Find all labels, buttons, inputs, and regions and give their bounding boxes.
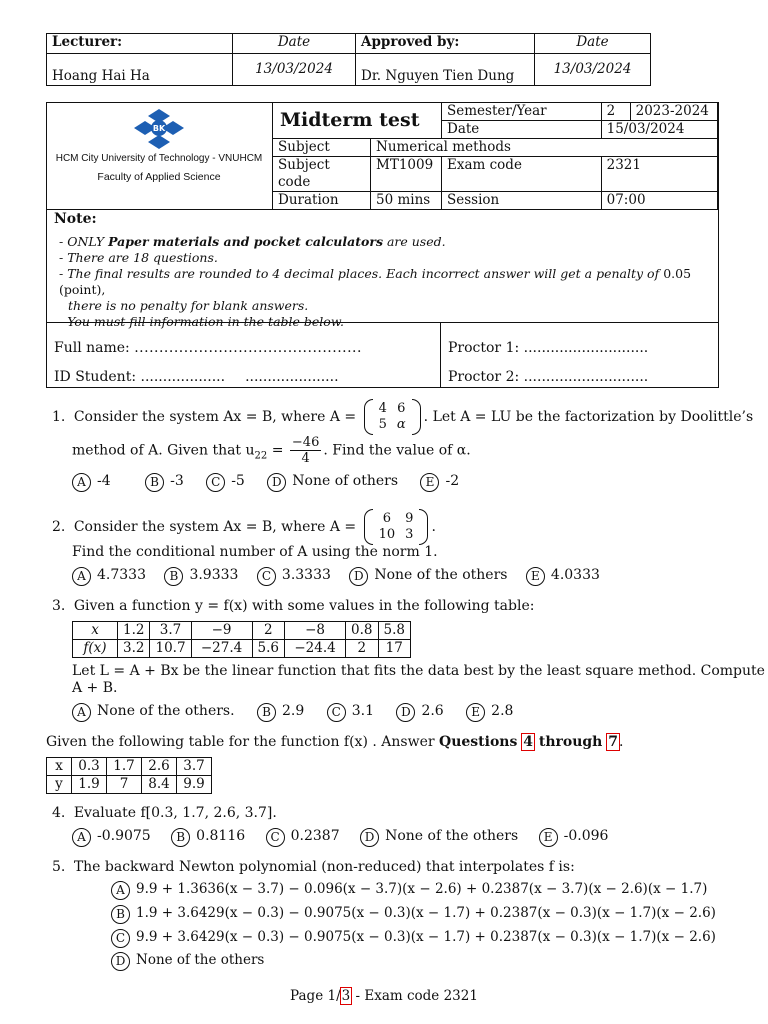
answer-option[interactable]: E -2 <box>420 473 459 492</box>
table-row: f(x) 3.2 10.7 −27.4 5.6 −24.4 2 17 <box>73 640 411 658</box>
q2-options <box>72 567 630 586</box>
question-2: 2. Consider the system Ax = B, where A = 6 9 10 3 . <box>52 511 436 542</box>
date-label-1: Date <box>233 34 356 54</box>
q3-options <box>72 703 543 722</box>
faculty-name: Faculty of Applied Science <box>97 171 221 183</box>
answer-option[interactable]: A 4.7333 <box>72 567 146 586</box>
table-row: x 1.2 3.7 −9 2 −8 0.8 5.8 <box>73 622 411 640</box>
question-ref-link[interactable]: 4 <box>523 734 533 750</box>
university-logo <box>134 107 184 153</box>
subject-code-label: Subject code <box>273 157 371 192</box>
answer-option[interactable]: C 9.9 + 3.6429(x − 0.3) − 0.9075(x − 0.3)(x − 1.7) + 0.2387(x − 0.3)(x − 1.7)(x − 2.6) <box>111 929 716 948</box>
note-item: - The final results are rounded to 4 decimal places. Each incorrect answer will get a penalty of 0.05 (point), <box>59 266 692 297</box>
lecturer-label: Lecturer: <box>47 34 233 54</box>
question-1-line2: method of A. Given that $u_{22}$ = $\frac{-46}{4}$ . Find the value of α. <box>72 435 471 466</box>
date-label: Date <box>442 121 602 139</box>
subject-code-value: MT1009 <box>371 157 442 192</box>
exam-code-label: Exam code <box>442 157 602 192</box>
question-3-line3: A + B. <box>72 680 118 696</box>
semester-label: Semester/Year <box>442 103 602 121</box>
answer-option[interactable]: E -0.096 <box>539 828 609 847</box>
date-value-1: 13/03/2024 <box>233 54 356 86</box>
given-data-table <box>46 757 212 794</box>
table-row: y 1.9 7 8.4 9.9 <box>47 776 212 794</box>
year-value: 2023-2024 <box>630 103 717 121</box>
question-3: 3. Given a function y = f(x) with some values in the following table: <box>52 598 535 614</box>
answer-option[interactable]: D 2.6 <box>396 703 443 722</box>
fullname-field[interactable]: Full name: .............................................. <box>54 340 362 356</box>
logo-text: BK <box>152 124 166 133</box>
proctor2-field[interactable]: Proctor 2: ............................ <box>448 369 649 385</box>
note-title: Note: <box>54 211 97 227</box>
fraction: $\frac{-46}{4}$ <box>291 435 320 466</box>
logo-area <box>47 103 271 207</box>
answer-option[interactable]: A -0.9075 <box>72 828 151 847</box>
date-value-2: 13/03/2024 <box>535 54 651 86</box>
page-total-link[interactable]: 3 <box>341 988 351 1004</box>
question-ref-link[interactable]: 7 <box>608 734 618 750</box>
question-2-line2: Find the conditional number of A using the norm 1. <box>72 544 438 560</box>
answer-option[interactable]: D None of others <box>267 473 398 492</box>
answer-option[interactable]: B 1.9 + 3.6429(x − 0.3) − 0.9075(x − 0.3)(x − 1.7) + 0.2387(x − 0.3)(x − 1.7)(x − 2.6) <box>111 905 716 924</box>
university-name: HCM City University of Technology - VNUHCM <box>55 153 263 164</box>
session-label: Session <box>442 192 602 210</box>
q1-options <box>72 473 489 492</box>
question-1: 1. Consider the system Ax = B, where A = 4 6 5 α . Let A = LU be the factorization by Doolittle’s <box>52 401 754 432</box>
q3-data-table <box>72 621 411 658</box>
answer-option[interactable]: A 9.9 + 1.3636(x − 3.7) − 0.096(x − 3.7)(x − 2.6) + 0.2387(x − 3.7)(x − 2.6)(x − 1.7) <box>111 881 707 900</box>
proctor1-field[interactable]: Proctor 1: ............................ <box>448 340 649 356</box>
answer-option[interactable]: A -4 <box>72 473 111 492</box>
duration-value: 50 mins <box>371 192 442 210</box>
page-footer: Page 1/3 - Exam code 2321 <box>290 988 478 1004</box>
answer-option[interactable]: D None of the others <box>349 567 507 586</box>
answer-option[interactable]: A None of the others. <box>72 703 235 722</box>
note-item: - ONLY Paper materials and pocket calculators are used. <box>59 234 446 249</box>
student-info-box <box>46 322 719 388</box>
note-box <box>46 208 719 329</box>
exam-info-table <box>272 102 718 210</box>
date-label-2: Date <box>535 34 651 54</box>
answer-option[interactable]: C 3.3333 <box>257 567 331 586</box>
question-3-line2: Let L = A + Bx be the linear function that fits the data best by the least square method. Compute <box>72 663 765 679</box>
answer-option[interactable]: E 4.0333 <box>526 567 600 586</box>
date-value: 15/03/2024 <box>601 121 717 139</box>
note-item: - You must fill information in the table below. <box>59 314 345 329</box>
answer-option[interactable]: C -5 <box>206 473 245 492</box>
answer-option[interactable]: B -3 <box>145 473 184 492</box>
answer-option[interactable]: B 0.8116 <box>171 828 245 847</box>
q4-options <box>72 828 638 847</box>
exam-code-value: 2321 <box>601 157 717 192</box>
question-5: 5. The backward Newton polynomial (non-reduced) that interpolates f is: <box>52 859 575 875</box>
answer-option[interactable]: C 0.2387 <box>266 828 340 847</box>
answer-option[interactable]: E 2.8 <box>466 703 513 722</box>
answer-option[interactable]: D None of the others <box>360 828 518 847</box>
matrix-a: 4 6 5 α <box>364 401 421 433</box>
question-4: 4. Evaluate f[0.3, 1.7, 2.6, 3.7]. <box>52 805 277 821</box>
subject-label: Subject <box>273 139 371 157</box>
approver-name: Dr. Nguyen Tien Dung <box>356 54 535 86</box>
note-list <box>59 234 714 330</box>
duration-label: Duration <box>273 192 371 210</box>
note-item: - There are 18 questions. <box>59 250 218 265</box>
answer-option[interactable]: D None of the others <box>111 952 264 971</box>
given-intro: Given the following table for the function f(x) . Answer Questions 4 through 7. <box>46 734 624 750</box>
table-row: x 0.3 1.7 2.6 3.7 <box>47 758 212 776</box>
semester-value: 2 <box>601 103 630 121</box>
approved-label: Approved by: <box>356 34 535 54</box>
approval-table <box>46 33 651 86</box>
lecturer-name: Hoang Hai Ha <box>47 54 233 86</box>
answer-option[interactable]: B 2.9 <box>257 703 304 722</box>
note-item: there is no penalty for blank answers. <box>68 298 309 313</box>
student-id-field[interactable]: ID Student: ................... ..................... <box>54 369 339 385</box>
session-value: 07:00 <box>601 192 717 210</box>
matrix-a: 6 9 10 3 <box>364 511 429 543</box>
exam-title: Midterm test <box>273 103 442 139</box>
subject-value: Numerical methods <box>371 139 718 157</box>
answer-option[interactable]: B 3.9333 <box>164 567 238 586</box>
answer-option[interactable]: C 3.1 <box>327 703 374 722</box>
